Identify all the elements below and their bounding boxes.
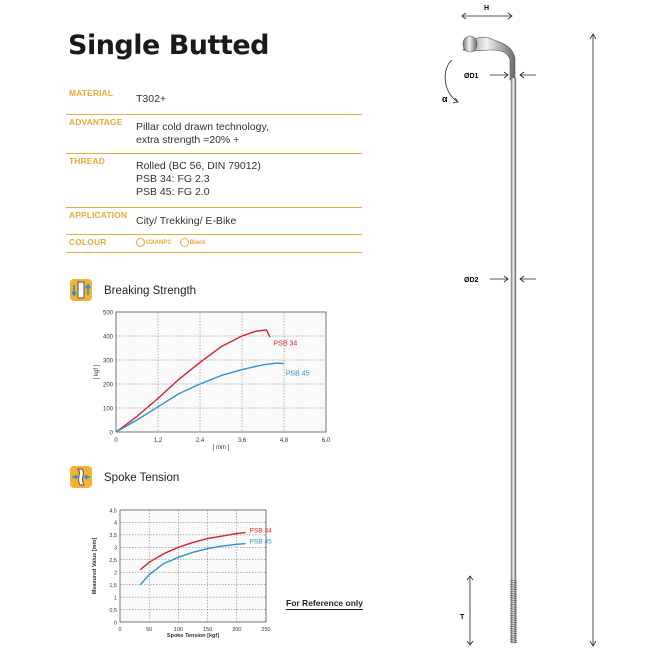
y-tick-label: 2,5 (109, 558, 117, 565)
plot-area (120, 510, 266, 622)
x-tick-label: 0 (118, 627, 122, 633)
y-axis-label: [ kgf ] (94, 364, 100, 380)
spec-row-colour (66, 235, 362, 253)
colour-badge-oxanpc: OXANPC (136, 237, 172, 250)
y-tick-label: 4 (113, 520, 117, 527)
series-label: PSB 45 (249, 538, 272, 546)
spec-value: City/ Trekking/ E-Bike (136, 215, 237, 227)
x-tick-label: 150 (203, 627, 213, 633)
y-tick-label: 1 (113, 595, 117, 602)
spec-value: extra strength =20% + (136, 134, 240, 146)
spec-table (66, 86, 362, 253)
series-label: PSB 34 (249, 527, 272, 535)
d2-arrow-right (520, 276, 536, 282)
series-label: PSB 34 (273, 340, 298, 348)
spec-value: PSB 45: FG 2.0 (136, 186, 210, 198)
d2-arrow-left (490, 276, 508, 282)
spoke-tension-chart (88, 496, 288, 646)
page-title: Single Butted (68, 30, 269, 61)
x-tick-label: 0 (114, 438, 118, 444)
spec-value: Rolled (BC 56, DIN 79012) (136, 160, 261, 172)
y-tick-label: 400 (102, 334, 113, 341)
spec-value: Pillar cold drawn technology, (136, 121, 269, 133)
t-label: T (460, 614, 465, 621)
x-tick-label: 50 (146, 627, 153, 633)
y-tick-label: 1,5 (109, 582, 117, 589)
spoke-shaft (511, 78, 516, 643)
x-axis-label: Spoke Tension [kgf] (166, 633, 220, 639)
alpha-label: α (442, 94, 448, 104)
y-tick-label: 0,5 (109, 607, 117, 614)
x-tick-label: 200 (232, 627, 242, 633)
y-axis-label: Measured Value [mm] (92, 537, 98, 595)
swatch-icon (180, 238, 189, 247)
reference-note: For Reference only (286, 598, 363, 608)
series-label: PSB 45 (285, 370, 310, 378)
y-tick-label: 4,5 (109, 508, 117, 515)
x-axis-label: [ mm ] (212, 445, 230, 451)
y-tick-label: 200 (102, 382, 113, 389)
breaking-strength-title: Breaking Strength (104, 285, 197, 297)
x-tick-label: 100 (173, 627, 183, 633)
x-tick-label: 250 (261, 627, 271, 633)
y-tick-label: 3,5 (109, 533, 117, 540)
d1-arrow-right (520, 72, 536, 78)
y-tick-label: 2 (113, 570, 117, 577)
spec-row-material (66, 86, 362, 115)
spec-row-application (66, 208, 362, 235)
spec-row-advantage (66, 115, 362, 154)
d1-label: ØD1 (464, 73, 479, 80)
spec-label: COLOUR (69, 237, 107, 247)
h-label: H (484, 5, 490, 12)
spoke-head-cap (463, 36, 477, 52)
spoke-tension-icon (70, 466, 92, 488)
x-tick-label: 1,2 (153, 438, 163, 444)
spec-value: PSB 34: FG 2.3 (136, 173, 210, 185)
y-tick-label: 100 (102, 406, 113, 413)
y-tick-label: 0 (113, 620, 117, 627)
spec-label: APPLICATION (69, 210, 128, 220)
y-tick-label: 300 (102, 358, 113, 365)
d2-label: ØD2 (464, 277, 479, 284)
breaking-strength-icon (70, 279, 92, 301)
y-tick-label: 0 (109, 430, 113, 437)
x-tick-label: 6,0 (321, 438, 330, 444)
swatch-icon (136, 238, 145, 247)
x-tick-label: 3,6 (237, 438, 247, 444)
spec-label: MATERIAL (69, 88, 114, 98)
spec-label: THREAD (69, 156, 106, 166)
y-tick-label: 3 (113, 545, 117, 552)
spoke-diagram (430, 0, 650, 650)
x-tick-label: 2,4 (195, 438, 205, 444)
breaking-strength-chart (90, 300, 330, 460)
spec-row-thread (66, 154, 362, 208)
colour-badge-black: Black (180, 237, 206, 250)
d1-arrow-left (490, 72, 508, 78)
spoke-tension-title: Spoke Tension (104, 472, 180, 484)
spec-value: T302+ (136, 93, 167, 105)
y-tick-label: 500 (102, 310, 113, 317)
x-tick-label: 4,8 (279, 438, 289, 444)
spec-label: ADVANTAGE (69, 117, 123, 127)
